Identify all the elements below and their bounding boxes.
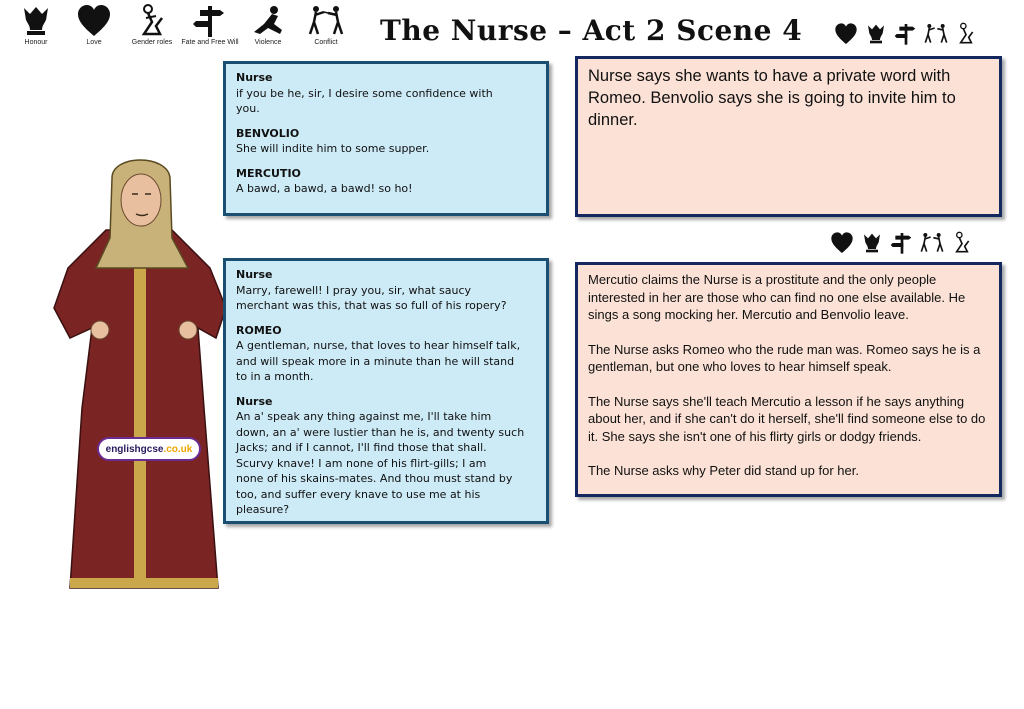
gender-figure-icon — [954, 22, 978, 46]
dialogue-block — [236, 267, 536, 314]
heart-icon — [76, 4, 112, 38]
dialogue-line: merchant was this, that was so full of his ropery? — [236, 299, 507, 312]
heart-icon — [834, 22, 858, 46]
crown-icon — [860, 231, 884, 255]
dialogue-line: too, and suffer every knave to use me at his pleasure? — [236, 487, 481, 516]
dialogue-line: A bawd, a bawd, a bawd! so ho! — [236, 182, 413, 195]
summary-paragraph: Mercutio claims the Nurse is a prostitute and the only people interested in her are those who can find no one else available. He sings a song mocking her. Mercutio and Benvolio leave. — [588, 272, 966, 322]
speaker-name: BENVOLIO — [236, 126, 300, 140]
theme-love — [68, 4, 120, 46]
dialogue-line: you. — [236, 102, 260, 115]
speaker-name: MERCUTIO — [236, 166, 301, 180]
speaker-name: Nurse — [236, 268, 273, 281]
dialogue-block — [236, 166, 536, 197]
theme-violence — [242, 4, 294, 46]
summary-paragraph: The Nurse asks Romeo who the rude man was. Romeo says he is a gentleman, but one who loves to hear himself speak. — [588, 341, 981, 374]
dialogue-block — [236, 70, 536, 117]
speaker-name: Nurse — [236, 71, 273, 84]
badge-text: englishgcse — [105, 443, 164, 455]
summary-paragraph: The Nurse asks why Peter did stand up for her. — [588, 463, 859, 478]
dialogue-block — [236, 394, 536, 518]
dialogue-line: none of his skains-mates. And thou must stand by — [236, 472, 513, 485]
theme-label: Honour — [24, 39, 48, 46]
fighters-icon — [924, 22, 948, 46]
dialogue-line: and will speak more in a minute than he will stand — [236, 354, 515, 368]
theme-label: Violence — [254, 39, 282, 46]
nurse-illustration — [48, 148, 230, 598]
summary-box-2 — [575, 262, 1002, 497]
theme-icons-middle — [830, 231, 974, 255]
theme-fate — [181, 4, 239, 46]
signpost-icon — [192, 4, 228, 38]
badge-domain: .co.uk — [163, 443, 193, 455]
theme-legend — [10, 4, 352, 46]
signpost-icon — [890, 231, 914, 255]
quote-box-2 — [223, 258, 549, 524]
fighters-icon — [920, 231, 944, 255]
theme-gender-roles — [126, 4, 178, 46]
dialogue-block — [236, 323, 536, 385]
fallen-figure-icon — [250, 4, 286, 38]
speaker-name: Nurse — [236, 394, 273, 408]
page-title: The Nurse – Act 2 Scene 4 — [380, 14, 803, 47]
crown-icon — [864, 22, 888, 46]
crown-icon — [18, 4, 54, 38]
theme-conflict — [300, 4, 352, 46]
heart-icon — [830, 231, 854, 255]
dialogue-line: to in a month. — [236, 370, 314, 383]
theme-label: Fate and Free Will — [181, 39, 239, 46]
dialogue-line: Scurvy knave! I am none of his flirt-gills; I am — [236, 456, 487, 470]
dialogue-line: An a' speak any thing against me, I'll take him — [236, 410, 492, 423]
dialogue-line: if you be he, sir, I desire some confidence with — [236, 86, 493, 100]
summary-box-1 — [575, 56, 1002, 217]
theme-label: Conflict — [314, 39, 338, 46]
dialogue-line: down, an a' were lustier than he is, and twenty such — [236, 425, 525, 439]
dialogue-block — [236, 126, 536, 157]
theme-label: Love — [86, 39, 102, 46]
dialogue-line: Jacks; and if I cannot, I'll find those that shall. — [236, 441, 487, 454]
website-badge — [97, 437, 201, 461]
gender-figure-icon — [134, 4, 170, 38]
theme-label: Gender roles — [131, 39, 173, 46]
signpost-icon — [894, 22, 918, 46]
quote-box-1 — [223, 61, 549, 216]
theme-honour — [10, 4, 62, 46]
summary-text: Nurse says she wants to have a private word with Romeo. Benvolio says she is going to invite him to dinner. — [588, 67, 956, 129]
dialogue-line: Marry, farewell! I pray you, sir, what saucy — [236, 283, 472, 297]
dialogue-line: A gentleman, nurse, that loves to hear himself talk, — [236, 339, 521, 352]
fighters-icon — [308, 4, 344, 38]
speaker-name: ROMEO — [236, 323, 282, 337]
theme-icons-top — [834, 22, 978, 46]
dialogue-line: She will indite him to some supper. — [236, 142, 430, 155]
summary-paragraph: The Nurse says she'll teach Mercutio a lesson if he says anything about her, and if she can't do it herself, she'll find someone else to do it. She says she isn't one of his flirty girls or dodgy friends. — [588, 393, 986, 444]
gender-figure-icon — [950, 231, 974, 255]
